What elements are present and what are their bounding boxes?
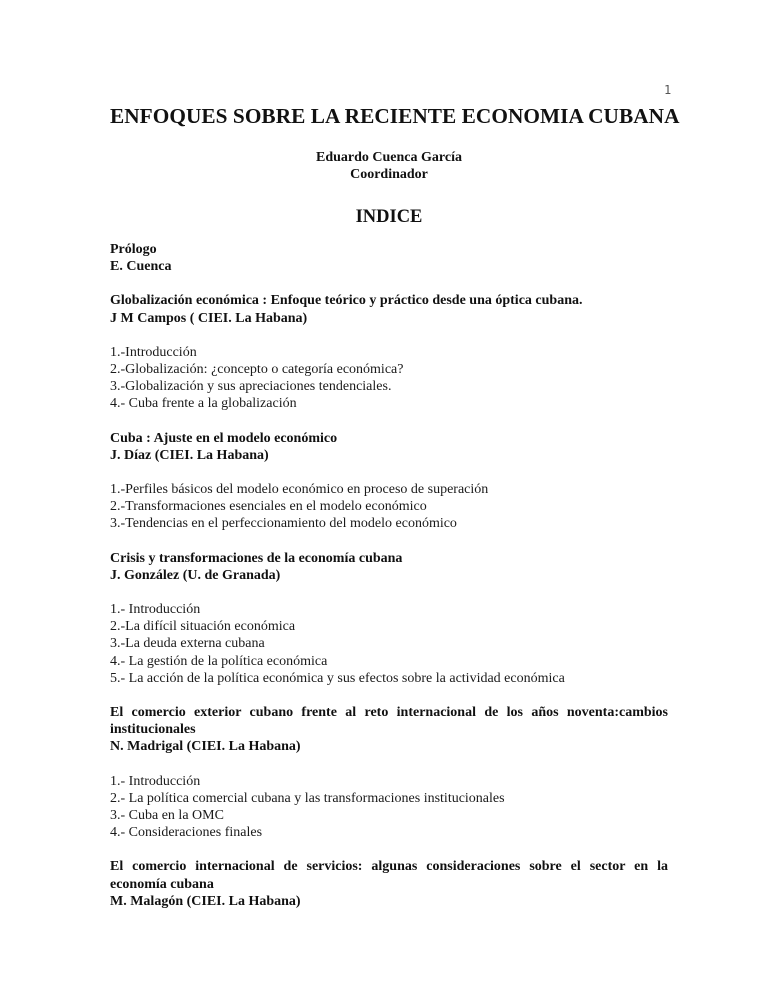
toc-section: [110, 704, 668, 841]
section-item-list: [110, 601, 668, 687]
toc-item: 3.-Tendencias en el perfeccionamiento del modelo económico: [110, 516, 457, 532]
section-author: N. Madrigal (CIEI. La Habana): [110, 739, 301, 755]
toc-item: 2.-Globalización: ¿concepto o categoría económica?: [110, 362, 404, 378]
section-item-list: [110, 344, 668, 413]
document-body: [110, 103, 680, 910]
section-item-list: [110, 773, 668, 842]
toc-section: [110, 550, 668, 687]
prologue-author: E. Cuenca: [110, 259, 172, 275]
section-title: Globalización económica : Enfoque teórico y práctico desde una óptica cubana.: [110, 293, 583, 309]
toc-item: 3.-La deuda externa cubana: [110, 636, 265, 652]
toc-item: 1.-Perfiles básicos del modelo económico en proceso de superación: [110, 482, 489, 498]
toc-item: 2.-La difícil situación económica: [110, 619, 296, 635]
toc-item: 2.- La política comercial cubana y las transformaciones institucionales: [110, 790, 505, 806]
toc-item: 1.- Introducción: [110, 602, 201, 618]
coordinator-name: Eduardo Cuenca García: [316, 150, 462, 165]
document-title: ENFOQUES SOBRE LA RECIENTE ECONOMIA CUBANA: [110, 104, 680, 128]
toc-item: 4.- Consideraciones finales: [110, 825, 263, 841]
toc-item: 5.- La acción de la política económica y sus efectos sobre la actividad económica: [110, 670, 565, 686]
toc-item: 4.- Cuba frente a la globalización: [110, 396, 297, 412]
section-item-list: [110, 481, 668, 533]
toc-item: 2.-Transformaciones esenciales en el modelo económico: [110, 499, 427, 515]
toc-item: 4.- La gestión de la política económica: [110, 653, 328, 669]
toc-section: [110, 430, 668, 533]
prologue-title: Prólogo: [110, 242, 157, 257]
section-author: J. Díaz (CIEI. La Habana): [110, 447, 269, 463]
section-author: J M Campos ( CIEI. La Habana): [110, 310, 308, 326]
toc-item: 1.- Introducción: [110, 773, 201, 789]
section-author: J. González (U. de Granada): [110, 567, 281, 583]
coordinator-role: Coordinador: [350, 167, 428, 182]
toc-section: [110, 292, 668, 412]
section-title: Cuba : Ajuste en el modelo económico: [110, 430, 338, 446]
toc-section: [110, 858, 668, 910]
toc-item: 3.-Globalización y sus apreciaciones tendenciales.: [110, 379, 392, 395]
section-title: Crisis y transformaciones de la economía cubana: [110, 550, 403, 566]
section-author: M. Malagón (CIEI. La Habana): [110, 893, 301, 909]
section-title: El comercio exterior cubano frente al reto internacional de los años noventa:cambios institucionales: [110, 705, 668, 738]
index-heading: INDICE: [355, 207, 423, 227]
page-number: 1: [664, 83, 672, 97]
coordinator-block: [110, 149, 668, 183]
toc-item: 1.-Introducción: [110, 344, 197, 360]
section-title: El comercio internacional de servicios: algunas consideraciones sobre el sector en la economía cubana: [110, 859, 668, 892]
prologue-entry: [110, 241, 668, 275]
toc-item: 3.- Cuba en la OMC: [110, 808, 224, 824]
